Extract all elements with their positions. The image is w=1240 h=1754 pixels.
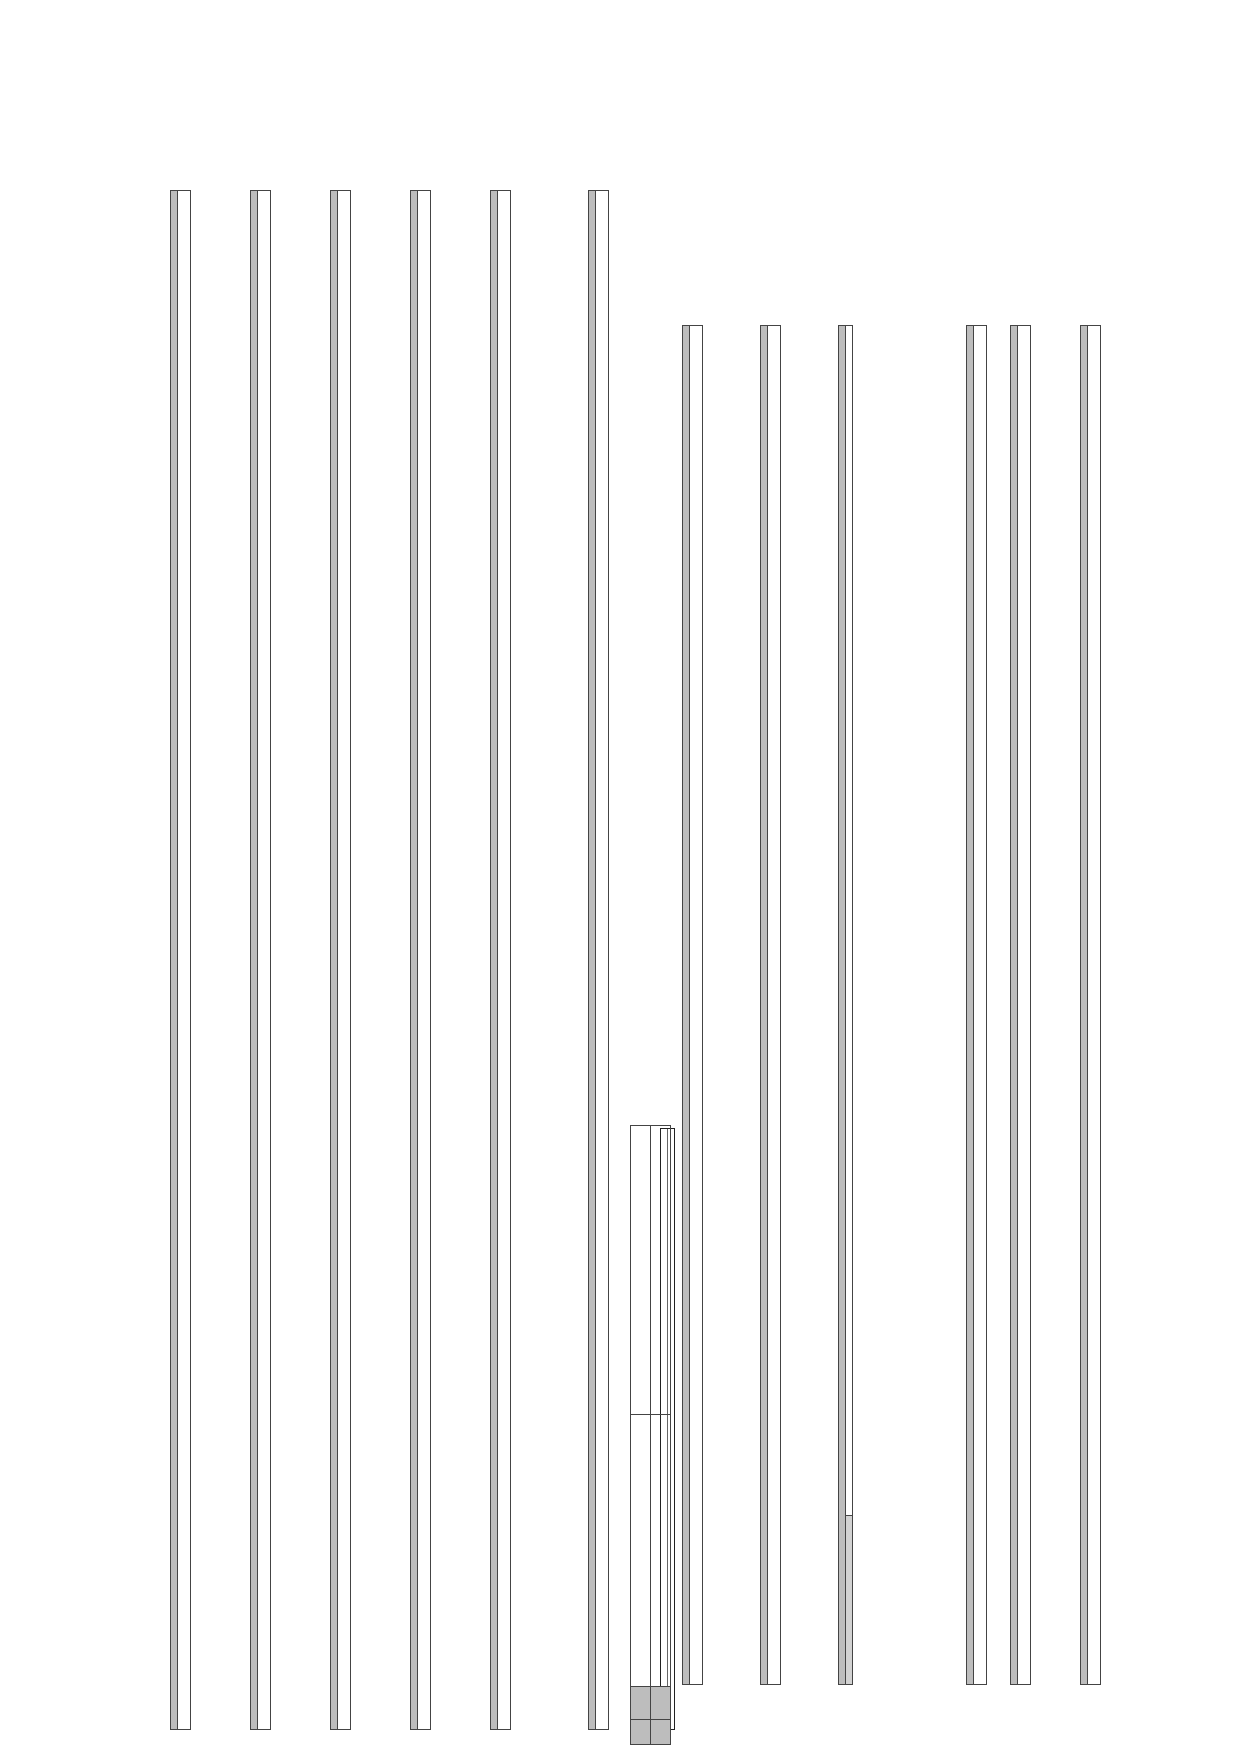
page-5-content-b [1010,205,1230,1745]
section-header [682,325,690,1685]
d4-section-rubryka-1 [966,325,987,1685]
section-header [760,325,768,1685]
section-header [1010,325,1018,1685]
row-period [651,1126,671,1415]
table-row [651,1126,671,1745]
d4-section-rubryka-2 [1010,325,1031,1685]
row-period [631,1126,651,1415]
section-value [1018,325,1031,1685]
first-fiscal-year-row [846,325,853,1685]
row-number [631,1720,651,1745]
section-value [690,325,703,1685]
field-value [846,1507,852,1515]
section-rubryka-3 [682,325,703,1685]
page-5-content-a [630,205,1050,1745]
d4-section-rubryka-3 [1080,325,1101,1685]
section-header [1080,325,1088,1685]
section-value [974,325,987,1685]
page-5 [140,205,660,1745]
field-label [846,1515,852,1684]
report-period-table [630,1125,671,1745]
section-value [1088,325,1101,1685]
section-value [768,325,781,1685]
table-row [631,1126,651,1745]
section-header [838,325,846,1685]
row-number [651,1720,671,1745]
section-rubryka-4 [760,325,781,1685]
section-header [966,325,974,1685]
section-rubryka-5 [838,325,853,1685]
row-value [651,1415,671,1687]
row-value [631,1415,651,1687]
